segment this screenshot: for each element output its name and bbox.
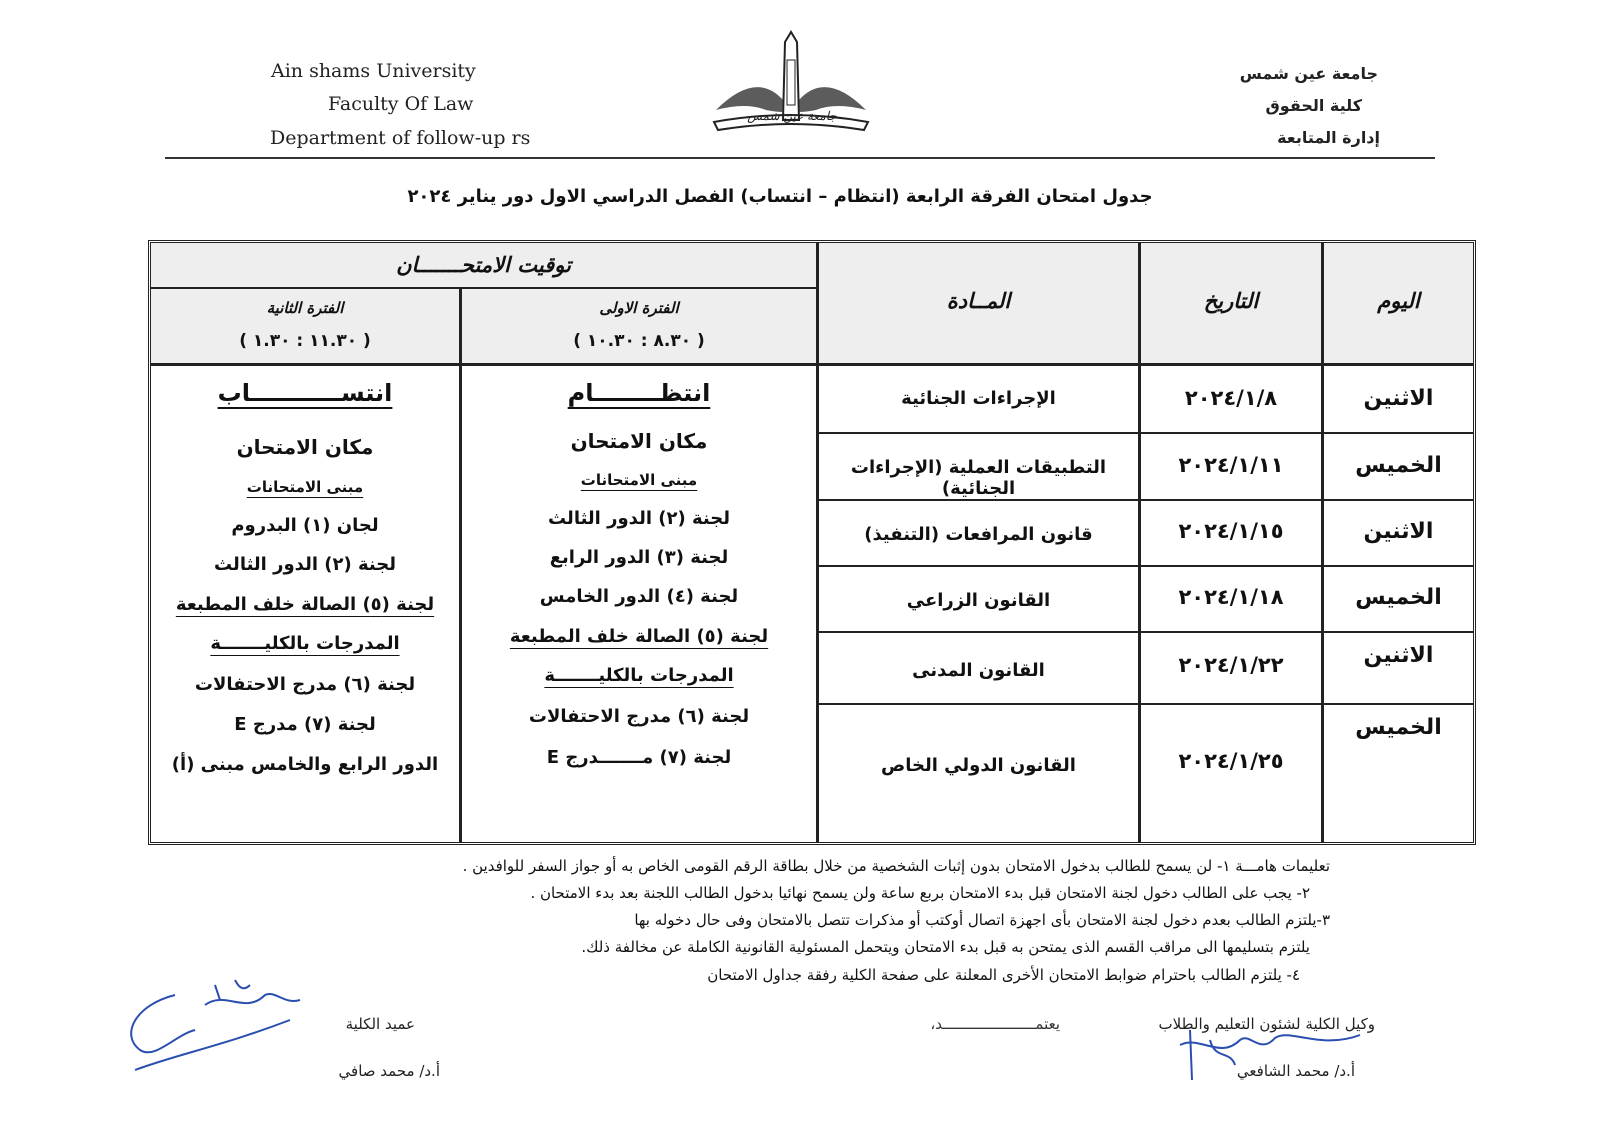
regular-halls-label: المدرجات بالكليـــــــة <box>544 665 734 686</box>
row-1-date: ٢٠٢٤/١/٨ <box>1184 386 1278 410</box>
hline-row5 <box>819 703 1473 705</box>
regular-line-4: لجنة (٥) الصالة خلف المطبعة <box>509 626 769 647</box>
vice-dean-name: أ.د/ محمد الشافعي <box>1236 1062 1355 1080</box>
period2-label: الفترة الثانية <box>266 299 344 317</box>
hline-header <box>151 363 1473 366</box>
affiliated-line-1: لجان (١) البدروم <box>231 515 379 536</box>
period1-time: ( ٨.٣٠ : ١٠.٣٠ ) <box>573 331 705 351</box>
regular-line-1: لجنة (٢) الدور الثالث <box>548 508 730 529</box>
header-rule <box>165 157 1435 159</box>
row-6-day: الخميس <box>1355 715 1442 740</box>
row-3-date: ٢٠٢٤/١/١٥ <box>1178 519 1284 543</box>
affiliated-line-2: لجنة (٢) الدور الثالث <box>214 554 396 575</box>
regular-line-2: لجنة (٣) الدور الرابع <box>549 547 729 568</box>
col-header-subject: المــادة <box>946 289 1011 313</box>
row-4-subject: القانون الزراعي <box>906 590 1051 611</box>
affiliated-hall-line-2: لجنة (٧) مدرج E <box>234 714 376 735</box>
logo-text: جامعة عين شمس <box>747 109 837 123</box>
row-5-date: ٢٠٢٤/١/٢٢ <box>1178 653 1284 677</box>
row-6-date: ٢٠٢٤/١/٢٥ <box>1178 749 1284 773</box>
row-1-day: الاثنين <box>1363 386 1434 411</box>
row-6-subject: القانون الدولي الخاص <box>881 755 1076 776</box>
hline-row1 <box>819 432 1473 434</box>
university-logo <box>706 30 876 135</box>
regular-hall-line-2: لجنة (٧) مـــــــدرج E <box>546 747 732 768</box>
affiliated-heading: انتســـــــــــاب <box>217 379 393 407</box>
dean-signature <box>115 975 315 1085</box>
dean-name: أ.د/ محمد صافي <box>338 1062 440 1080</box>
regular-line-3: لجنة (٤) الدور الخامس <box>539 586 739 607</box>
vice-dean-title: وكيل الكلية لشئون التعليم والطلاب <box>1158 1015 1375 1033</box>
row-2-subject: التطبيقات العملية (الإجراءات الجنائية) <box>850 457 1107 499</box>
period2-time: ( ١١.٣٠ : ١.٣٠ ) <box>239 331 371 351</box>
approval-text: يعتمـــــــــــــــــــــد، <box>930 1015 1060 1033</box>
regular-building: مبنى الامتحانات <box>580 471 698 489</box>
vice-dean-signature <box>1170 1020 1370 1090</box>
instruction-5: ٤- يلتزم الطالب باحترام ضوابط الامتحان الأخرى المعلنة على صفحة الكلية رفقة جداول الامتحان <box>707 966 1300 984</box>
header-en-department: Department of follow-up rs <box>270 127 531 149</box>
affiliated-place-label: مكان الامتحان <box>236 435 374 459</box>
header-ar-faculty: كلية الحقوق <box>1265 96 1362 115</box>
instruction-3: ٣-يلتزم الطالب بعدم دخول لجنة الامتحان بأى اجهزة اتصال أوكتب أو مذكرات تتصل بالامتحان وفى حال دخوله بها <box>634 911 1330 929</box>
row-3-day: الاثنين <box>1363 519 1434 544</box>
col-header-timing: توقيت الامتحـــــــان <box>396 253 571 277</box>
row-2-date: ٢٠٢٤/١/١١ <box>1178 453 1284 477</box>
header-ar-department: إدارة المتابعة <box>1277 128 1380 147</box>
row-5-subject: القانون المدنى <box>912 660 1045 681</box>
affiliated-hall-line-3: الدور الرابع والخامس مبنى (أ) <box>171 754 439 775</box>
header-en-faculty: Faculty Of Law <box>328 93 474 115</box>
affiliated-building: مبنى الامتحانات <box>246 478 364 496</box>
affiliated-line-3: لجنة (٥) الصالة خلف المطبعة <box>175 594 435 615</box>
instruction-4: يلتزم بتسليمها الى مراقب القسم الذى يمتحن به قبل بدء الامتحان ويتحمل المسئولية القانونية الكاملة عن مخالفة ذلك. <box>581 938 1310 956</box>
hline-row4 <box>819 631 1473 633</box>
col-header-date: التاريخ <box>1203 289 1259 313</box>
row-1-subject: الإجراءات الجنائية <box>901 388 1056 409</box>
affiliated-halls-label: المدرجات بالكليـــــــة <box>210 633 400 654</box>
exam-schedule-table <box>148 240 1476 845</box>
col-header-day: اليوم <box>1377 289 1420 313</box>
page-title: جدول امتحان الفرقة الرابعة (انتظام – انتساب) الفصل الدراسي الاول دور يناير ٢٠٢٤ <box>407 186 1153 207</box>
hline-row3 <box>819 565 1473 567</box>
regular-heading: انتظــــــــام <box>567 379 711 407</box>
row-3-subject: قانون المرافعات (التنفيذ) <box>864 524 1093 545</box>
hline-timing <box>151 287 816 289</box>
hline-row2 <box>819 499 1473 501</box>
instruction-1: تعليمات هامـــة ١- لن يسمح للطالب بدخول الامتحان بدون إثبات الشخصية من خلال بطاقة الرقم القومى الخاص به أو جواز السفر للوافدين . <box>462 857 1330 875</box>
period1-label: الفترة الاولى <box>599 299 679 317</box>
row-4-day: الخميس <box>1355 585 1442 610</box>
header-en-university: Ain shams University <box>271 60 476 82</box>
row-2-day: الخميس <box>1355 453 1442 478</box>
regular-place-label: مكان الامتحان <box>570 429 708 453</box>
header-ar-university: جامعة عين شمس <box>1239 64 1378 83</box>
row-5-day: الاثنين <box>1363 643 1434 668</box>
row-4-date: ٢٠٢٤/١/١٨ <box>1178 585 1284 609</box>
instruction-2: ٢- يجب على الطالب دخول لجنة الامتحان قبل بدء الامتحان بربع ساعة ولن يسمح نهائيا بدخول الطالب اللجنة بعد بدء الامتحان . <box>530 884 1310 902</box>
regular-hall-line-1: لجنة (٦) مدرج الاحتفالات <box>528 706 750 727</box>
affiliated-hall-line-1: لجنة (٦) مدرج الاحتفالات <box>194 674 416 695</box>
dean-title: عميد الكلية <box>345 1015 415 1033</box>
